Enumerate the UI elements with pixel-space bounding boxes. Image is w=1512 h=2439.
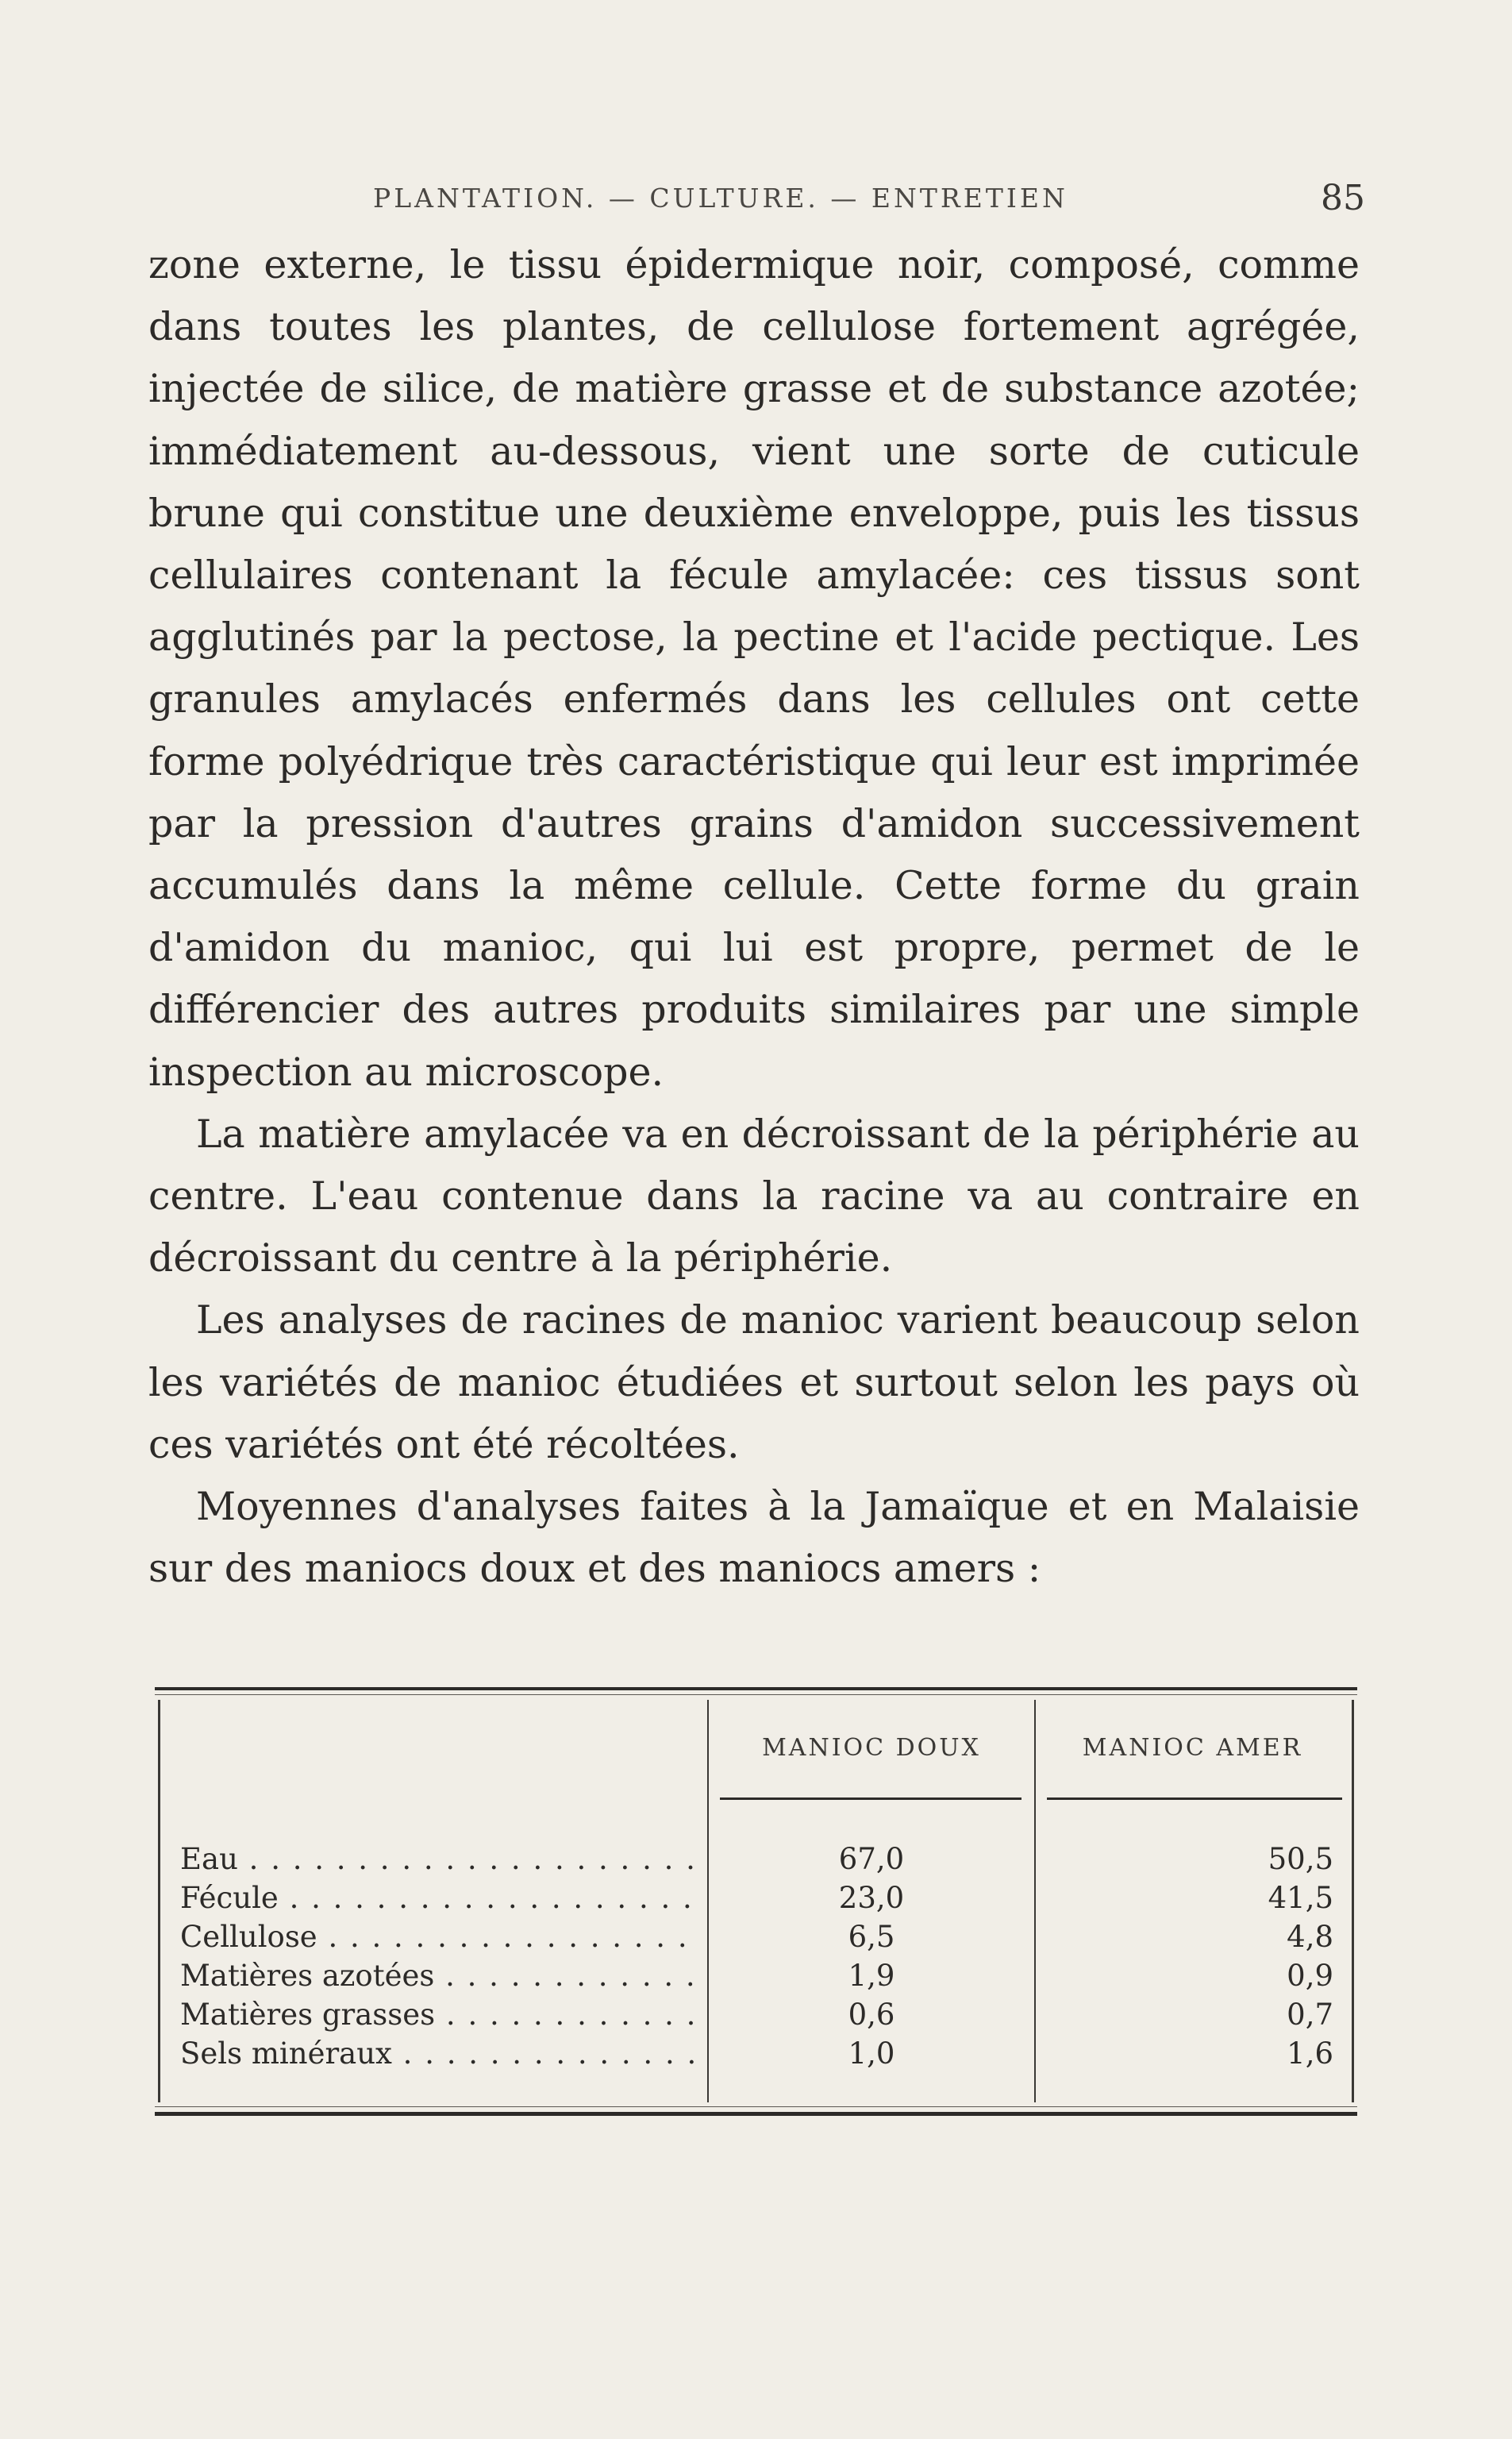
row-label: Matières grasses . . . [180, 1995, 696, 2034]
value-amer: 0,7 [1287, 1998, 1333, 2032]
header-rule [1047, 1797, 1342, 1800]
value-doux: 67,0 [838, 1842, 905, 1876]
table-row [180, 1840, 1347, 1878]
value-doux: 1,9 [848, 1959, 895, 1993]
value-amer: 0,9 [1287, 1959, 1333, 1993]
paragraph: La matière amylacée va en décroissant de la périphérie au centre. L'eau contenue dans la racine va au contraire en décroissant du centre à la périphérie. [148, 1111, 1360, 1281]
table-border-left [158, 1700, 160, 2102]
body-text [148, 234, 1360, 1600]
paragraph: Les analyses de racines de manioc varient beaucoup selon les variétés de manioc étudiées et surtout selon les pays où ces variétés ont été récoltées. [148, 1297, 1360, 1467]
value-amer: 50,5 [1268, 1842, 1333, 1876]
header-rule [720, 1797, 1021, 1800]
value-doux: 6,5 [848, 1920, 895, 1954]
table-row [180, 1956, 1347, 1995]
column-header-manioc-amer: MANIOC AMER [1082, 1734, 1303, 1762]
row-label: Cellulose . . . [180, 1917, 696, 1956]
paragraph: zone externe, le tissu épidermique noir, composé, comme dans toutes les plantes, de cellulose fortement agrégée, injectée de silice, de matière grasse et de substance azotée; immédiatement au-dessous, vient une sorte de cuticule brune qui constitue une deuxième enveloppe, puis les tissus cellulaires contenant la fécule amylacée: ces tissus sont agglutinés par la pectose, la pectine et l'acide pectique. Les granules amylacés enfermés dans les cellules ont cette forme polyédrique très caractéristique qui leur est imprimée par la pression d'autres grains d'amidon successivement accumulés dans la même cellule. Cette forme du grain d'amidon du manioc, qui lui est propre, permet de le différencier des autres produits similaires par une simple inspection au microscope. [148, 242, 1360, 1095]
page-number: 85 [1321, 178, 1365, 218]
table-row [180, 2034, 1347, 2073]
value-doux: 1,0 [848, 2036, 895, 2071]
column-header-manioc-doux: MANIOC DOUX [762, 1734, 981, 1762]
analysis-table [155, 1687, 1357, 2116]
paragraph: Moyennes d'analyses faites à la Jamaïque et en Malaisie sur des maniocs doux et des maniocs amers : [148, 1484, 1360, 1592]
row-label: Matières azotées . . . [180, 1956, 696, 1995]
table-body [180, 1840, 1347, 2073]
table-row [180, 1878, 1347, 1917]
value-doux: 0,6 [848, 1998, 895, 2032]
value-amer: 1,6 [1287, 2036, 1333, 2071]
row-label: Eau . . . [180, 1840, 696, 1878]
value-amer: 41,5 [1268, 1881, 1333, 1915]
running-head: PLANTATION. — CULTURE. — ENTRETIEN [373, 183, 1068, 214]
table-border-right [1352, 1700, 1354, 2102]
value-amer: 4,8 [1287, 1920, 1333, 1954]
table-row [180, 1917, 1347, 1956]
value-doux: 23,0 [838, 1881, 905, 1915]
page-header [151, 178, 1365, 225]
table-row [180, 1995, 1347, 2034]
row-label: Sels minéraux . . . [180, 2034, 696, 2073]
row-label: Fécule . . . [180, 1878, 696, 1917]
